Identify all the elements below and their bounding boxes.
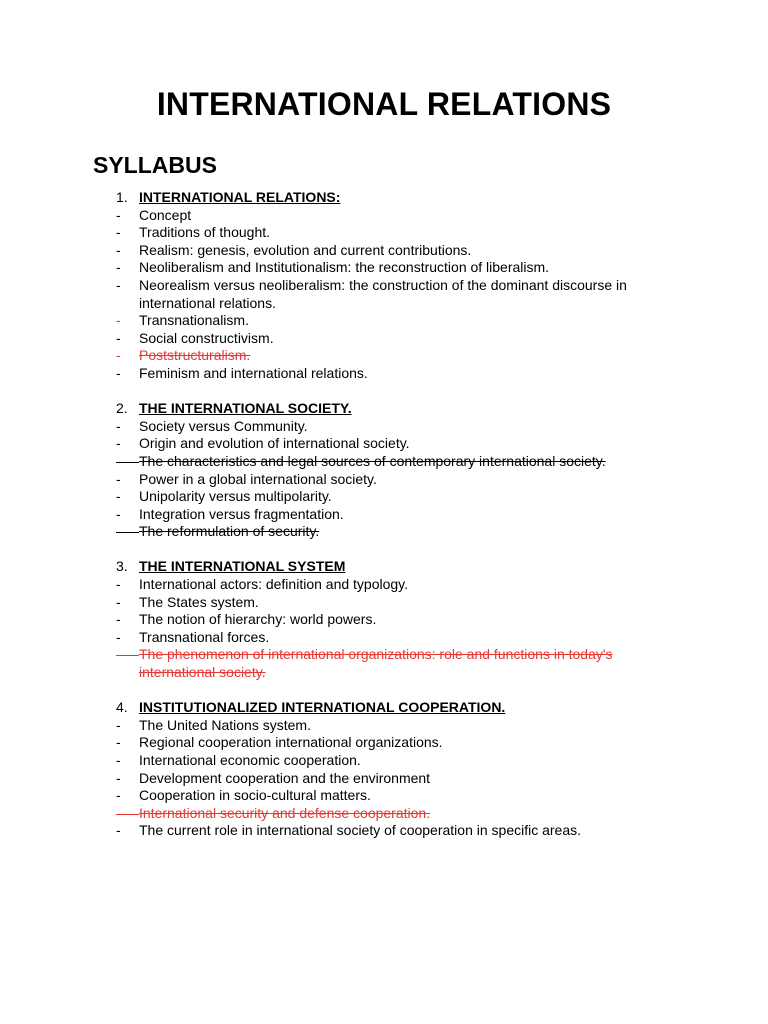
syllabus-item — [0, 594, 768, 612]
syllabus-section — [0, 189, 768, 383]
syllabus-item — [0, 611, 768, 629]
item-text: Neorealism versus neoliberalism: the construction of the dominant discourse in international relations. — [139, 276, 627, 311]
section-heading-text: THE INTERNATIONAL SOCIETY. — [139, 400, 352, 417]
syllabus-item — [0, 277, 768, 312]
bullet-dash: - — [116, 752, 121, 768]
bullet-dash: - — [116, 734, 121, 751]
item-text: Transnational forces. — [139, 628, 270, 645]
syllabus-item — [0, 435, 768, 453]
bullet-dash: - — [116, 611, 121, 628]
bullet-dash: - — [116, 224, 121, 241]
syllabus-item — [0, 207, 768, 225]
bullet-dash: - — [116, 576, 121, 593]
item-text: Power in a global international society. — [139, 470, 377, 487]
syllabus-item — [0, 365, 768, 383]
bullet-dash: - — [116, 417, 121, 434]
section-heading — [0, 400, 768, 418]
syllabus-item — [0, 752, 768, 770]
syllabus-item — [0, 330, 768, 348]
item-text: The States system. — [139, 593, 259, 610]
syllabus-item — [0, 822, 768, 840]
section-heading-text: INSTITUTIONALIZED INTERNATIONAL COOPERATION. — [139, 699, 506, 716]
syllabus-item — [0, 471, 768, 489]
item-text: The notion of hierarchy: world powers. — [139, 611, 377, 628]
page-title: INTERNATIONAL RELATIONS — [156, 86, 612, 122]
bullet-dash: - — [116, 276, 121, 293]
syllabus-item — [0, 523, 768, 541]
syllabus-item — [0, 312, 768, 330]
section-number: 1. — [116, 189, 128, 205]
syllabus-item — [0, 629, 768, 647]
bullet-dash: - — [116, 593, 121, 610]
syllabus-section — [0, 699, 768, 840]
item-text: International actors: definition and typology. — [139, 576, 409, 593]
bullet-dash: - — [116, 312, 121, 329]
item-text: Transnationalism. — [139, 312, 249, 329]
item-text: International economic cooperation. — [139, 752, 361, 768]
section-heading — [0, 558, 768, 576]
syllabus-content — [0, 189, 768, 858]
bullet-dash: - — [116, 505, 121, 522]
item-text: Concept — [139, 206, 192, 223]
item-text: Origin and evolution of international society. — [139, 435, 410, 452]
deleted-bullet-strike — [116, 814, 139, 815]
syllabus-item — [0, 646, 768, 681]
item-text: Unipolarity versus multipolarity. — [139, 488, 332, 505]
syllabus-item — [0, 805, 768, 823]
syllabus-item — [0, 488, 768, 506]
bullet-dash: - — [116, 470, 121, 487]
section-number: 3. — [116, 558, 128, 575]
syllabus-item — [0, 576, 768, 594]
item-text: Traditions of thought. — [139, 224, 271, 241]
bullet-dash: - — [116, 488, 121, 505]
item-text: The reformulation of security. — [139, 523, 320, 540]
item-text: Social constructivism. — [139, 329, 274, 346]
bullet-dash: - — [116, 822, 121, 839]
section-number: 2. — [116, 400, 128, 417]
item-text: Society versus Community. — [139, 417, 308, 434]
syllabus-item — [0, 347, 768, 365]
syllabus-item — [0, 418, 768, 436]
syllabus-subtitle: SYLLABUS — [93, 152, 217, 178]
bullet-dash: - — [116, 241, 121, 258]
item-text: The current role in international society of cooperation in specific areas. — [139, 822, 582, 839]
bullet-dash: - — [116, 628, 121, 645]
item-text: Realism: genesis, evolution and current contributions. — [139, 241, 472, 258]
syllabus-item — [0, 787, 768, 805]
bullet-dash: - — [116, 769, 121, 786]
section-heading-text: THE INTERNATIONAL SYSTEM — [139, 558, 346, 575]
section-number: 4. — [116, 699, 128, 716]
deleted-bullet-strike — [116, 462, 139, 463]
syllabus-section — [0, 558, 768, 681]
item-text: Development cooperation and the environment — [139, 769, 431, 786]
item-text: International security and defense cooperation. — [139, 804, 431, 821]
bullet-dash: - — [116, 435, 121, 452]
item-text: Poststructuralism. — [139, 347, 251, 364]
syllabus-item — [0, 717, 768, 735]
bullet-dash: - — [116, 716, 121, 733]
syllabus-item — [0, 506, 768, 524]
deleted-bullet-strike — [116, 532, 139, 533]
syllabus-item — [0, 453, 768, 471]
bullet-dash: - — [116, 364, 121, 381]
syllabus-item — [0, 242, 768, 260]
item-text: Regional cooperation international organizations. — [139, 734, 443, 751]
item-text: The characteristics and legal sources of contemporary international society. — [139, 452, 606, 469]
syllabus-item — [0, 770, 768, 788]
bullet-dash: - — [116, 787, 121, 804]
item-text: Cooperation in socio-cultural matters. — [139, 787, 371, 804]
section-heading-text: INTERNATIONAL RELATIONS: — [139, 189, 341, 205]
syllabus-section — [0, 400, 768, 541]
item-text: The United Nations system. — [139, 716, 311, 733]
syllabus-item — [0, 259, 768, 277]
section-heading — [0, 189, 768, 207]
deleted-bullet-strike — [116, 655, 139, 656]
section-heading — [0, 699, 768, 717]
item-text: Integration versus fragmentation. — [139, 505, 344, 522]
bullet-dash: - — [116, 206, 121, 223]
item-text: Feminism and international relations. — [139, 364, 368, 381]
bullet-dash: - — [116, 347, 121, 364]
bullet-dash: - — [116, 329, 121, 346]
item-text: Neoliberalism and Institutionalism: the reconstruction of liberalism. — [139, 259, 550, 276]
syllabus-item — [0, 224, 768, 242]
syllabus-item — [0, 734, 768, 752]
bullet-dash: - — [116, 259, 121, 276]
item-text: The phenomenon of international organizations: role and functions in today's international society. — [139, 646, 613, 681]
